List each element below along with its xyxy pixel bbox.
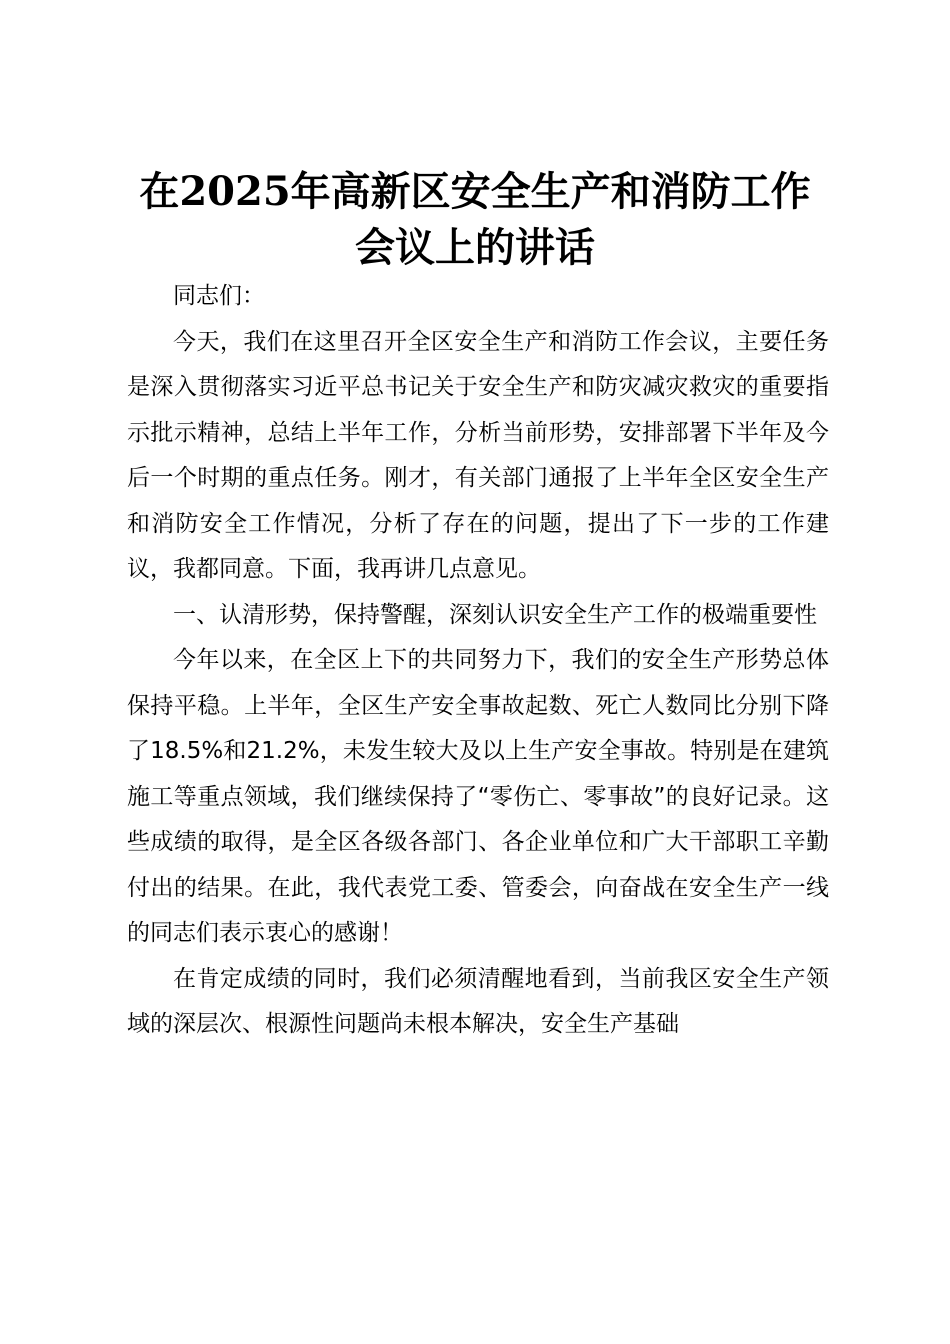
salutation-paragraph: 同志们： — [173, 283, 265, 309]
achievements-paragraph: 今年以来，在全区上下的共同努力下，我们的安全生产形势总体保持平稳。上半年，全区生产安全事故起数、死亡人数同比分别下降了18.5%和21.2%，未发生较大及以上生产安全事故。特别是在建筑施工等重点领域，我们继续保持了“零伤亡、零事故”的良好记录。这些成绩的取得，是全区各级各部门、各企业单位和广大干部职工辛勤付出的结果。在此，我代表党工委、管委会，向奋战在安全生产一线的同志们表示衷心的感谢！ — [127, 647, 829, 946]
problems-paragraph: 在肯定成绩的同时，我们必须清醒地看到，当前我区安全生产领域的深层次、根源性问题尚未根本解决，安全生产基础 — [127, 965, 829, 1037]
document-title: 在2025年高新区安全生产和消防工作会议上的讲话 — [139, 168, 811, 271]
intro-paragraph: 今天，我们在这里召开全区安全生产和消防工作会议，主要任务是深入贯彻落实习近平总书记关于安全生产和防灾减灾救灾的重要指示批示精神，总结上半年工作，分析当前形势，安排部署下半年及今后一个时期的重点任务。刚才，有关部门通报了上半年全区安全生产和消防安全工作情况，分析了存在的问题，提出了下一步的工作建议，我都同意。下面，我再讲几点意见。 — [127, 328, 829, 582]
section-heading: 一、认清形势，保持警醒，深刻认识安全生产工作的极端重要性 — [173, 601, 817, 628]
document-body — [127, 274, 829, 1048]
